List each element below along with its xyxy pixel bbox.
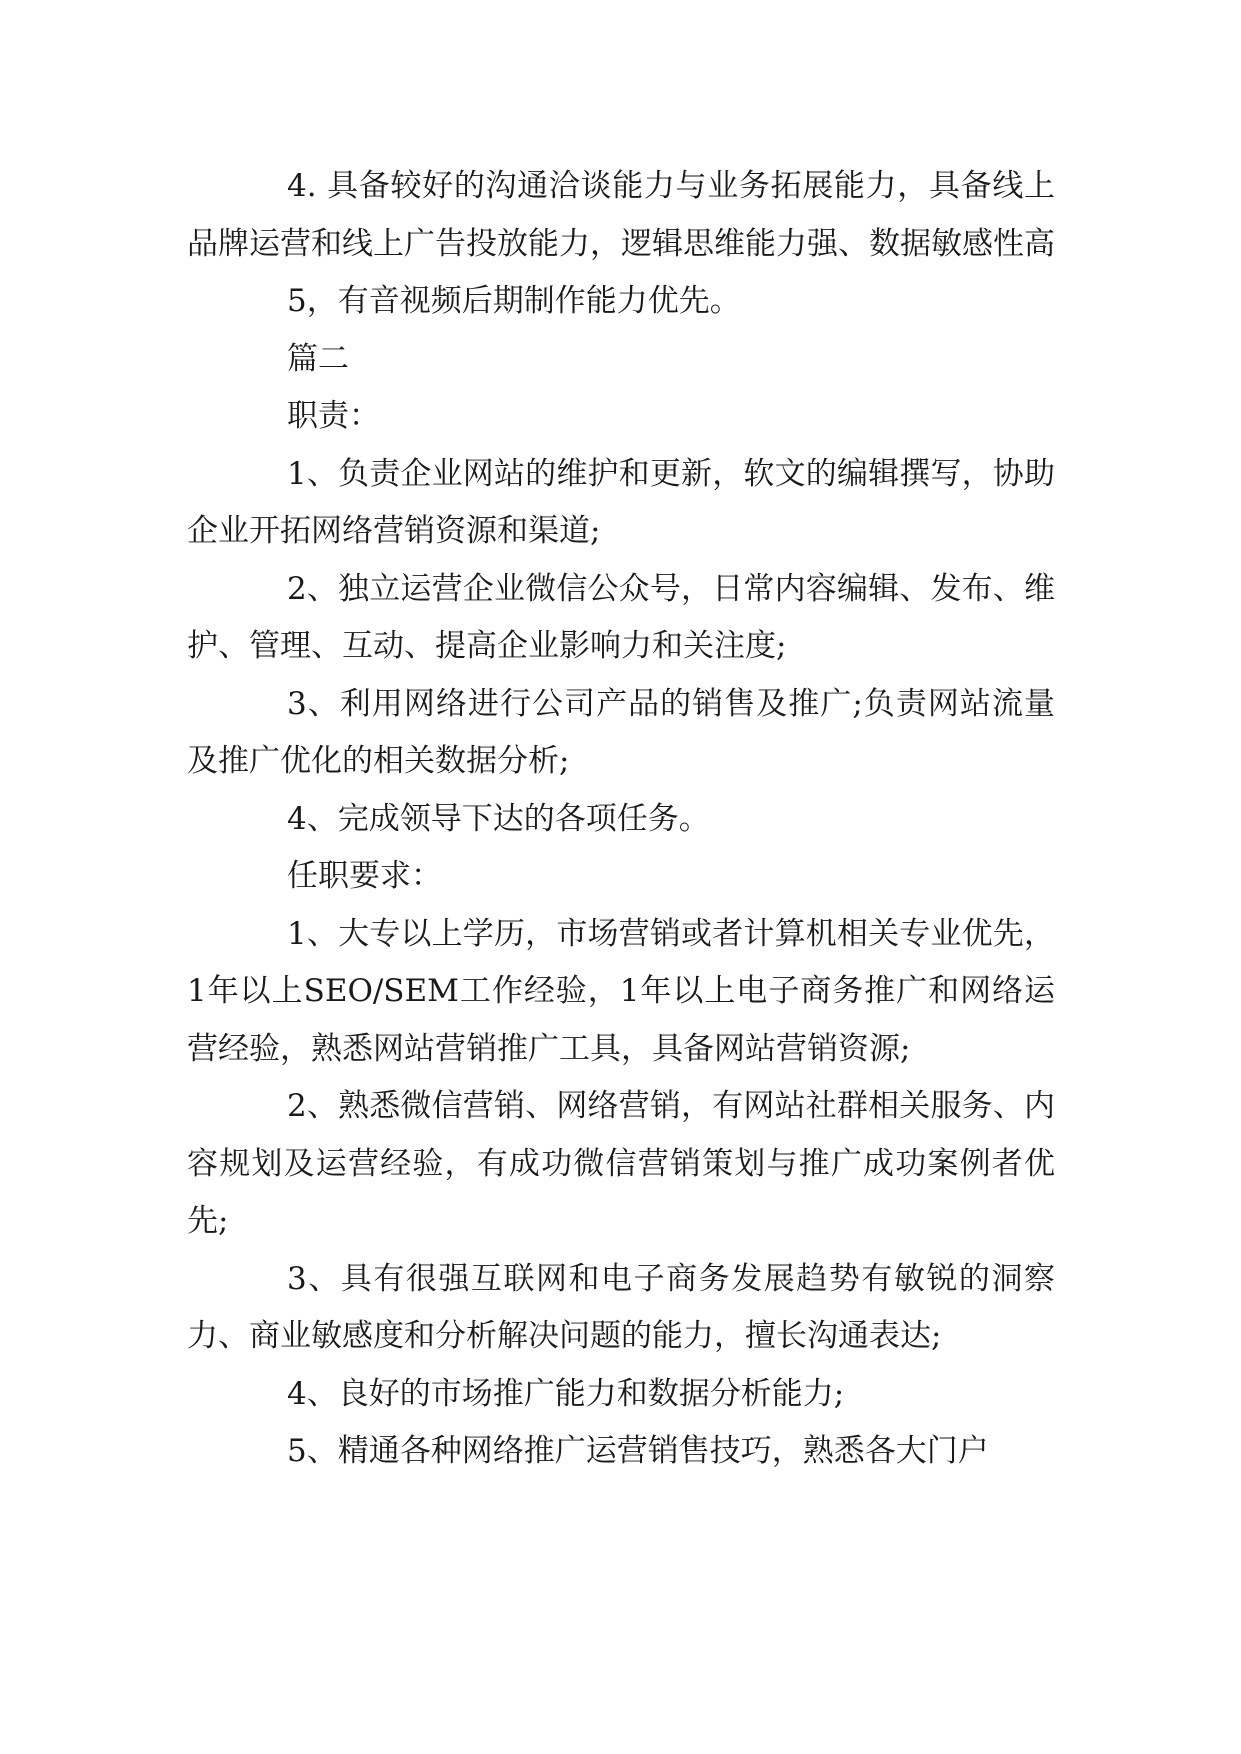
paragraph-qualification-2: 2、熟悉微信营销、网络营销，有网站社群相关服务、内容规划及运营经验，有成功微信营销策划与推广成功案例者优先; xyxy=(187,1088,1055,1239)
paragraph-requirement-5: 5，有音视频后期制作能力优先。 xyxy=(287,283,741,319)
paragraph-qualification-1: 1、大专以上学历，市场营销或者计算机相关专业优先，1年以上SEO/SEM工作经验，1年以上电子商务推广和网络运营经验，熟悉网站营销推广工具，具备网站营销资源; xyxy=(187,915,1055,1067)
paragraph-qualification-5: 5、精通各种网络推广运营销售技巧，熟悉各大门户 xyxy=(287,1433,989,1469)
section-heading-part-two: 篇二 xyxy=(287,340,349,377)
section-heading-requirements: 任职要求： xyxy=(287,858,442,894)
paragraph-duty-2: 2、独立运营企业微信公众号，日常内容编辑、发布、维护、管理、互动、提高企业影响力和关注度; xyxy=(187,570,1055,664)
paragraph-duty-4: 4、完成领导下达的各项任务。 xyxy=(287,800,710,837)
section-heading-duties: 职责： xyxy=(287,398,380,434)
paragraph-requirement-4: 4. 具备较好的沟通洽谈能力与业务拓展能力，具备线上品牌运营和线上广告投放能力，逻辑思维能力强、数据敏感性高 xyxy=(187,168,1055,262)
paragraph-qualification-3: 3、具有很强互联网和电子商务发展趋势有敏锐的洞察力、商业敏感度和分析解决问题的能力，擅长沟通表达; xyxy=(187,1260,1055,1354)
paragraph-qualification-4: 4、良好的市场推广能力和数据分析能力; xyxy=(287,1375,845,1412)
paragraph-duty-3: 3、利用网络进行公司产品的销售及推广;负责网站流量及推广优化的相关数据分析; xyxy=(187,685,1055,779)
paragraph-duty-1: 1、负责企业网站的维护和更新，软文的编辑撰写，协助企业开拓网络营销资源和渠道; xyxy=(187,455,1055,549)
document-page xyxy=(187,158,1055,1481)
